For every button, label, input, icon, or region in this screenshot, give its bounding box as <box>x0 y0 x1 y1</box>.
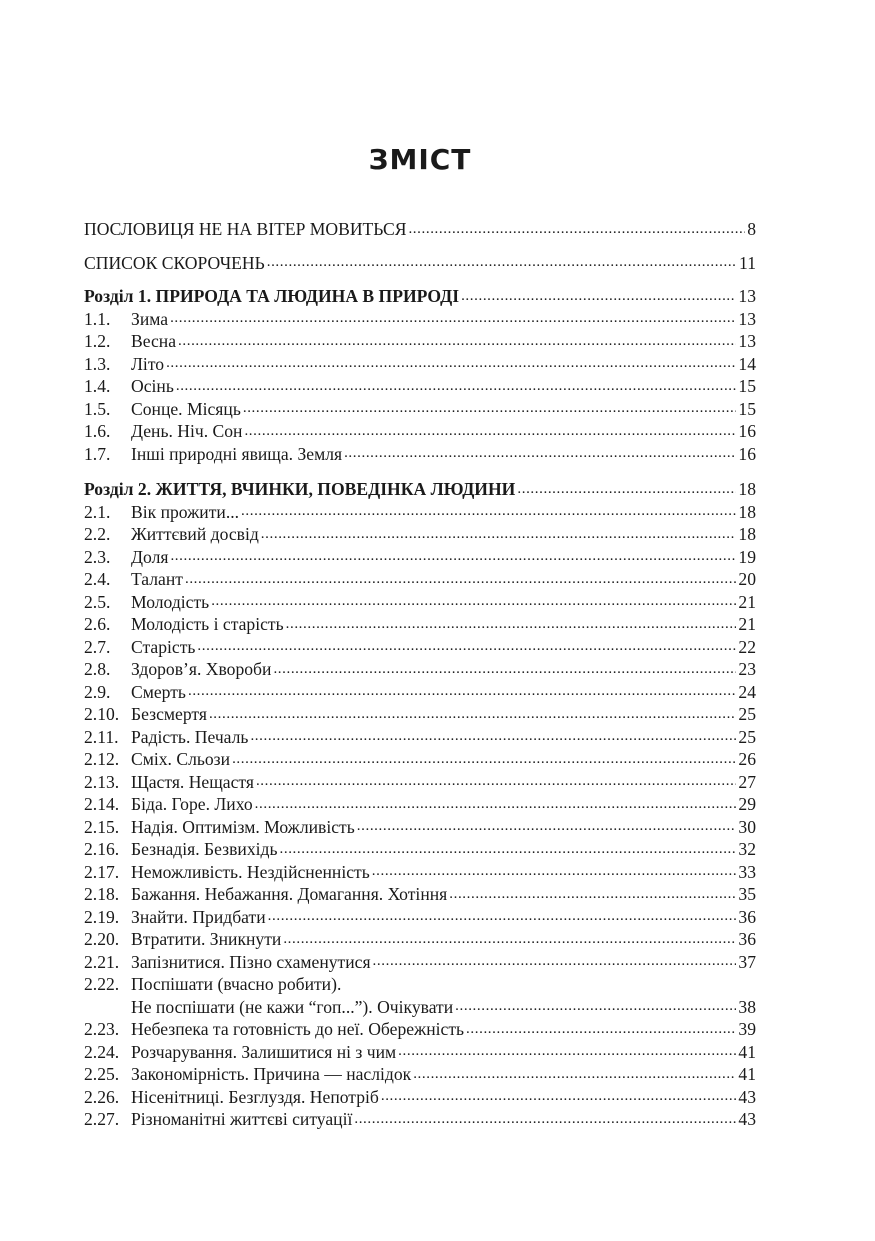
toc-entry <box>84 308 756 331</box>
toc-entry <box>84 906 756 929</box>
dot-leader <box>244 423 736 437</box>
toc-page-number: 16 <box>738 443 756 464</box>
section-1-list <box>84 308 756 466</box>
dot-leader <box>176 378 737 392</box>
toc-entry-text: Життєвий досвід <box>131 524 259 544</box>
dot-leader <box>232 751 736 765</box>
toc-entry-text: Молодість і старість <box>131 614 284 634</box>
toc-entry-text: Молодість <box>131 591 210 612</box>
toc-entry-text: Здоров’я. Хвороби <box>131 659 272 679</box>
toc-page-number: 11 <box>739 252 756 273</box>
toc-page-number: 23 <box>738 659 756 679</box>
toc-entry-text: Не поспішати (не кажи “гоп...”). Очікувати <box>131 996 454 1017</box>
dot-leader <box>354 1111 736 1125</box>
toc-page-number: 13 <box>738 286 756 306</box>
dot-leader <box>280 841 737 855</box>
dot-leader <box>268 909 737 923</box>
dot-leader <box>250 729 736 743</box>
toc-entry-number: 2.13. <box>84 771 120 792</box>
toc-entry-text: Знайти. Придбати <box>131 906 266 927</box>
toc-entry-number: 2.4. <box>84 569 111 589</box>
toc-entry-number: 1.7. <box>84 443 111 464</box>
page-title: ЗМІСТ <box>368 143 472 176</box>
dot-leader <box>261 526 737 540</box>
toc-entry-number: 2.6. <box>84 614 111 634</box>
toc-entry-number: 1.4. <box>84 376 111 396</box>
toc-entry-text: Поспішати (вчасно робити). <box>131 974 342 994</box>
dot-leader <box>344 446 736 460</box>
toc-page-number: 18 <box>738 479 756 499</box>
toc-entry-number: 2.25. <box>84 1064 120 1084</box>
toc-entry-text: Осінь <box>131 376 174 396</box>
toc-page-number: 41 <box>738 1041 756 1062</box>
toc-entry-text: Талант <box>131 569 183 589</box>
dot-leader <box>286 616 737 630</box>
dot-leader <box>381 1089 737 1103</box>
dot-leader <box>178 333 736 347</box>
toc-entry <box>84 501 756 524</box>
toc-entry-text: Інші природні явища. Земля <box>131 443 343 464</box>
toc-entry-text: Біда. Горе. Лихо <box>131 794 253 814</box>
dot-leader <box>398 1044 736 1058</box>
dot-leader <box>170 311 736 325</box>
toc-entry-text: Доля <box>131 546 169 567</box>
toc-entry-number: 2.21. <box>84 951 120 972</box>
toc-entry-text: Сонце. Місяць <box>131 398 241 419</box>
toc-page-number: 20 <box>738 569 756 589</box>
toc-page-number: 36 <box>738 906 756 927</box>
dot-leader <box>373 954 737 968</box>
dot-leader <box>413 1066 736 1080</box>
toc-entry-number: 2.27. <box>84 1109 120 1129</box>
toc-entry-text: Вік прожити... <box>131 501 240 522</box>
toc-page-number: 38 <box>738 996 756 1017</box>
toc-entry-number: 2.3. <box>84 546 111 567</box>
toc-page-number: 25 <box>738 704 756 724</box>
toc-page-number: 15 <box>738 398 756 419</box>
toc-entry <box>84 375 756 398</box>
dot-leader <box>455 999 736 1013</box>
toc-entry-number: 2.22. <box>84 974 120 994</box>
toc-page-number: 41 <box>738 1064 756 1084</box>
toc-entry <box>84 1041 756 1064</box>
toc-entry-number: 2.26. <box>84 1086 120 1107</box>
toc-entry-text: Розчарування. Залишитися ні з чим <box>131 1041 397 1062</box>
toc-entry-text: День. Ніч. Сон <box>131 421 243 441</box>
toc-entry <box>84 703 756 726</box>
dot-leader <box>241 504 736 518</box>
toc-entry-number: 1.5. <box>84 398 111 419</box>
toc-entry <box>84 420 756 443</box>
toc-entry <box>84 793 756 816</box>
toc-page-number: 24 <box>738 681 756 702</box>
toc-page-number: 21 <box>738 591 756 612</box>
toc-entry <box>84 523 756 546</box>
dot-leader <box>188 684 736 698</box>
toc-page-number: 18 <box>738 501 756 522</box>
dot-leader <box>209 706 736 720</box>
toc-entry-number: 2.1. <box>84 501 111 522</box>
toc-entry-text: Нісенітниці. Безглуздя. Непотріб <box>131 1086 379 1107</box>
toc-page-number: 26 <box>738 749 756 769</box>
toc-entry <box>84 546 756 569</box>
section-title: Розділ 1. ПРИРОДА ТА ЛЮДИНА В ПРИРОДІ <box>84 286 460 306</box>
toc-entry-text: Запізнитися. Пізно схаменутися <box>131 951 371 972</box>
toc-entry-number: 2.14. <box>84 794 120 814</box>
section-title: Розділ 2. ЖИТТЯ, ВЧИНКИ, ПОВЕДІНКА ЛЮДИНИ <box>84 479 516 499</box>
toc-entry-text: Радість. Печаль <box>131 726 249 747</box>
toc-entry-number: 1.2. <box>84 331 111 351</box>
toc-entry <box>84 681 756 704</box>
toc-entry-text: ПОСЛОВИЦЯ НЕ НА ВІТЕР МОВИТЬСЯ <box>84 219 407 239</box>
toc-entry-text: Різноманітні життєві ситуації <box>131 1109 353 1129</box>
dot-leader <box>466 1021 736 1035</box>
toc-page-number: 14 <box>738 353 756 374</box>
toc-page-number: 13 <box>738 331 756 351</box>
dot-leader <box>267 255 737 269</box>
dot-leader <box>408 221 745 235</box>
toc-entry-text: Старість <box>131 636 196 657</box>
toc-entry-text: Смерть <box>131 681 186 702</box>
dot-leader <box>166 356 736 370</box>
toc-page-number: 22 <box>738 636 756 657</box>
toc-entry <box>84 861 756 884</box>
toc-entry-number: 2.2. <box>84 524 111 544</box>
dot-leader <box>461 288 736 302</box>
dot-leader <box>283 931 736 945</box>
toc-entry <box>84 443 756 466</box>
toc-entry-text: Безнадія. Безвихідь <box>131 839 278 859</box>
toc-entry-continuation <box>84 996 756 1019</box>
toc-page-number: 35 <box>738 884 756 904</box>
toc-page-number: 43 <box>738 1086 756 1107</box>
toc-page-number: 36 <box>738 929 756 949</box>
toc-entry <box>84 568 756 591</box>
toc-entry <box>84 928 756 951</box>
toc-entry-number: 2.24. <box>84 1041 120 1062</box>
toc-page-number: 30 <box>738 816 756 837</box>
toc-entry-number: 2.12. <box>84 749 120 769</box>
dot-leader <box>517 481 736 495</box>
section-2-list <box>84 501 756 974</box>
toc-entry-number: 2.18. <box>84 884 120 904</box>
dot-leader <box>170 549 736 563</box>
toc-entry-text: Безсмертя <box>131 704 207 724</box>
toc-entry-text: Небезпека та готовність до неї. Обережність <box>131 1019 465 1039</box>
toc-entry <box>84 658 756 681</box>
dot-leader <box>211 594 736 608</box>
section-heading-1 <box>84 285 756 308</box>
section-heading-2 <box>84 478 756 501</box>
toc-entry-text: Закономірність. Причина — наслідок <box>131 1064 412 1084</box>
dot-leader <box>449 886 736 900</box>
toc-entry <box>84 816 756 839</box>
toc-entry <box>84 973 756 996</box>
toc-entry-number: 2.16. <box>84 839 120 859</box>
toc-page-number: 16 <box>738 421 756 441</box>
toc-entry-number: 2.11. <box>84 726 119 747</box>
section-2-list-continued <box>84 1018 756 1131</box>
toc-entry-number: 2.8. <box>84 659 111 679</box>
toc-page-number: 33 <box>738 861 756 882</box>
toc-page-number: 21 <box>738 614 756 634</box>
toc-entry <box>84 1108 756 1131</box>
toc-entry-text: Весна <box>131 331 177 351</box>
toc-entry <box>84 1018 756 1041</box>
toc-page-number: 29 <box>738 794 756 814</box>
toc-entry <box>84 838 756 861</box>
toc-entry-number: 2.9. <box>84 681 111 702</box>
toc-entry-text: Літо <box>131 353 165 374</box>
toc-entry-number: 2.5. <box>84 591 111 612</box>
toc-entry-number: 2.20. <box>84 929 120 949</box>
toc-entry-text: Сміх. Сльози <box>131 749 231 769</box>
toc-entry <box>84 330 756 353</box>
toc-page-number: 18 <box>738 524 756 544</box>
toc-entry <box>84 726 756 749</box>
toc-entry <box>84 951 756 974</box>
toc-page-number: 15 <box>738 376 756 396</box>
dot-leader <box>357 819 737 833</box>
toc-entry <box>84 1086 756 1109</box>
table-of-contents <box>84 140 756 1131</box>
toc-entry-number: 2.15. <box>84 816 120 837</box>
toc-entry-number: 2.7. <box>84 636 111 657</box>
toc-entry-number: 2.19. <box>84 906 120 927</box>
toc-page-number: 32 <box>738 839 756 859</box>
dot-leader <box>273 661 736 675</box>
dot-leader <box>372 864 737 878</box>
toc-entry-abbreviations <box>84 252 756 275</box>
toc-entry-number: 2.23. <box>84 1019 120 1039</box>
dot-leader <box>185 571 736 585</box>
toc-page-number: 19 <box>738 546 756 567</box>
toc-page-number: 37 <box>738 951 756 972</box>
toc-entry-text: Бажання. Небажання. Домагання. Хотіння <box>131 884 448 904</box>
toc-entry-text: Щастя. Нещастя <box>131 771 254 792</box>
toc-entry-proverb <box>84 218 756 241</box>
toc-entry-number: 1.6. <box>84 421 111 441</box>
toc-entry-text: Втратити. Зникнути <box>131 929 282 949</box>
dot-leader <box>256 774 736 788</box>
toc-entry <box>84 398 756 421</box>
toc-entry-text: СПИСОК СКОРОЧЕНЬ <box>84 252 265 273</box>
toc-page-number: 27 <box>738 771 756 792</box>
toc-entry <box>84 613 756 636</box>
toc-entry <box>84 748 756 771</box>
toc-page-number: 25 <box>738 726 756 747</box>
toc-entry <box>84 353 756 376</box>
toc-entry <box>84 1063 756 1086</box>
toc-page-number: 13 <box>738 308 756 329</box>
toc-entry <box>84 771 756 794</box>
toc-entry-text: Надія. Оптимізм. Можливість <box>131 816 355 837</box>
toc-entry-number: 1.1. <box>84 308 111 329</box>
toc-entry <box>84 636 756 659</box>
dot-leader <box>243 401 737 415</box>
toc-entry-text: Зима <box>131 308 169 329</box>
dot-leader <box>197 639 736 653</box>
toc-entry-number: 1.3. <box>84 353 111 374</box>
toc-entry-number: 2.10. <box>84 704 120 724</box>
toc-page-number: 39 <box>738 1019 756 1039</box>
toc-page-number: 43 <box>738 1109 756 1129</box>
toc-entry-text: Неможливість. Нездійсненність <box>131 861 370 882</box>
toc-entry <box>84 883 756 906</box>
toc-page-number: 8 <box>747 219 756 239</box>
toc-entry <box>84 591 756 614</box>
dot-leader <box>255 796 737 810</box>
toc-entry-number: 2.17. <box>84 861 120 882</box>
